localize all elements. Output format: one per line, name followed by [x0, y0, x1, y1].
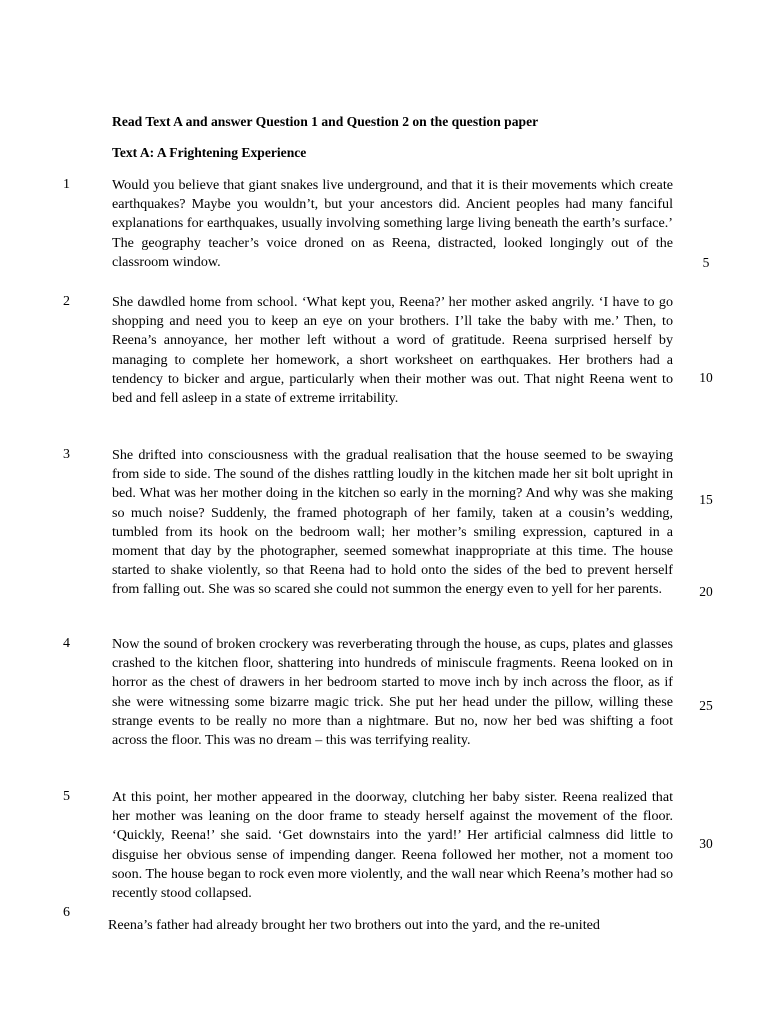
paragraph-6: Reena’s father had already brought her two brothers out into the yard, and the re-united — [108, 917, 600, 933]
line-number: 30 — [699, 836, 713, 851]
instruction-heading: Read Text A and answer Question 1 and Question 2 on the question paper — [112, 114, 539, 129]
paragraph-number: 6 — [63, 905, 70, 920]
paragraph-number: 5 — [63, 789, 70, 804]
paragraph-3: She drifted into consciousness with the gradual realisation that the house seemed to be swaying from side to side. The sound of the dishes rattling loudly in the kitchen made her sit bolt upright in bed. What was her mother doing in the kitchen so early in the morning? And why was she making so much noise? Suddenly, the framed photograph of her family, taken at a cousin’s wedding, tumbled from its hook on the bedroom wall; her mother’s smiling expression, captured in a moment that day by the photographer, seemed somewhat inappropriate at this time. The house started to shake violently, so that Reena had to hold onto the sides of the bed to prevent herself from falling out. She was so scared she could not summon the energy even to yell for her parents. — [112, 447, 673, 598]
paragraph-number: 1 — [63, 177, 70, 192]
paragraph-4: Now the sound of broken crockery was reverberating through the house, as cups, plates and glasses crashed to the kitchen floor, shattering into hundreds of miniscule fragments. Reena looked on in horror as the chest of drawers in her bedroom started to move inch by inch across the floor, as if she were witnessing some bizarre magic trick. She put her head under the pillow, willing these strange events to be really no more than a nightmare. But no, now her bed was shifting a foot across the floor. This was no dream – this was terrifying reality. — [112, 636, 673, 749]
paragraph-5: At this point, her mother appeared in the doorway, clutching her baby sister. Reena realized that her mother was leaning on the door frame to steady herself against the movement of the floor. ‘Quickly, Reena!’ she said. ‘Get downstairs into the yard!’ Her artificial calmness did little to disguise her obvious sense of impending danger. Reena followed her mother, not a moment too soon. The house began to rock even more violently, and the wall near which Reena’s mother had so recently stood collapsed. — [112, 789, 673, 902]
text-title: Text A: A Frightening Experience — [112, 145, 307, 160]
paragraph-2: She dawdled home from school. ‘What kept you, Reena?’ her mother asked angrily. ‘I have to go shopping and need you to keep an eye on your brothers. I’ll take the baby with me.’ Then, to Reena’s annoyance, her mother left without a word of gratitude. Reena surprised herself by managing to complete her homework, a short worksheet on earthquakes. Her brothers had a tendency to bicker and argue, particularly when their mother was out. That night Reena went to bed and fell asleep in a state of extreme irritability. — [112, 294, 673, 407]
line-number: 10 — [699, 370, 713, 385]
line-number: 5 — [702, 255, 710, 270]
line-number: 15 — [699, 492, 713, 507]
paragraph-number: 3 — [63, 447, 70, 462]
paragraph-number: 4 — [63, 636, 70, 651]
line-number: 25 — [699, 698, 713, 713]
paragraph-1: Would you believe that giant snakes live underground, and that it is their movements which create earthquakes? Maybe you wouldn’t, but your ancestors did. Ancient peoples had many fanciful explanations for earthquakes, usually involving something large living beneath the earth’s surface.’ The geography teacher’s voice droned on as Reena, distracted, looked longingly out of the classroom window. — [112, 177, 673, 270]
line-number: 20 — [699, 584, 713, 599]
paragraph-number: 2 — [63, 294, 70, 309]
